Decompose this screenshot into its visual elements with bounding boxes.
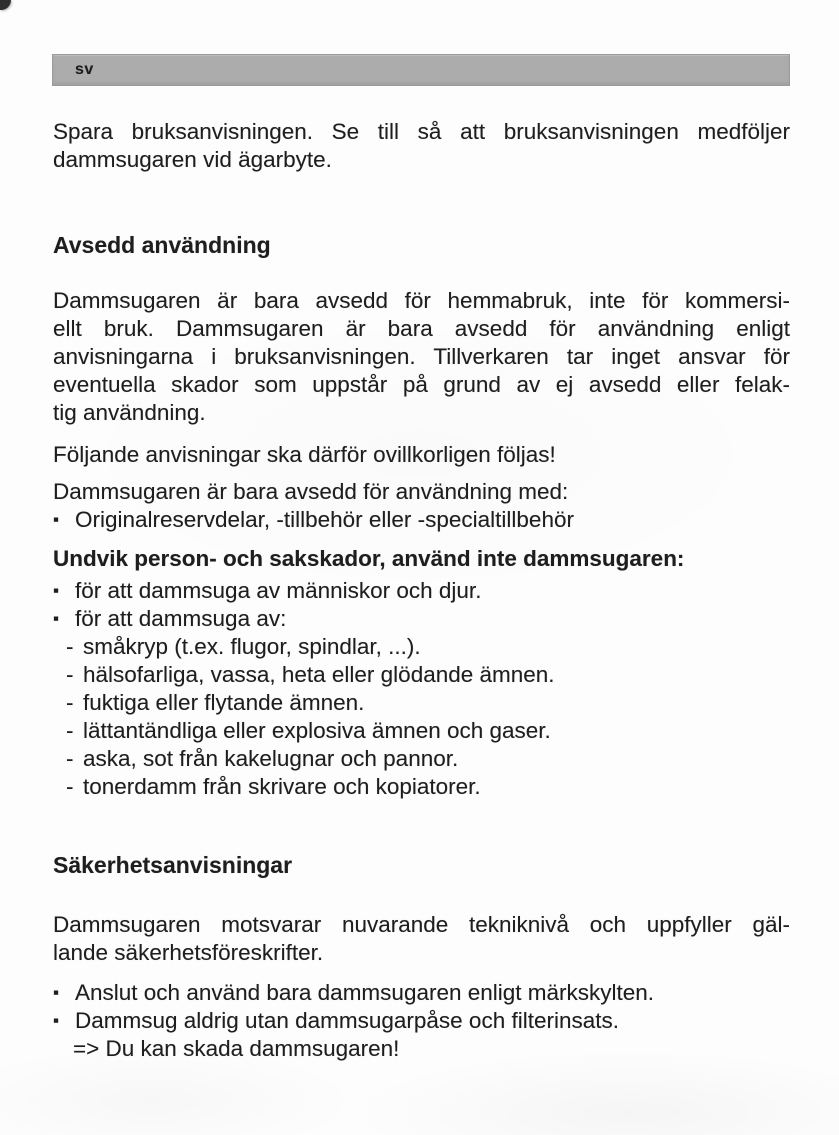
scan-corner-artifact [0, 0, 11, 10]
dash-item-text: hälsofarliga, vassa, heta eller glödande ämnen. [83, 662, 555, 687]
dash-item-text: lättantändliga eller explosiva ämnen och gaser. [83, 718, 551, 743]
bullet-square-icon: ▪ [53, 983, 60, 1002]
intro-line: Spara bruksanvisningen. Se till så att bruksanvisningen medföljer [53, 119, 790, 144]
bullet-item [53, 979, 790, 1007]
bullet-item [53, 577, 790, 605]
section-heading-safety: Säkerhetsanvisningar [53, 852, 293, 878]
paragraph-line: Dammsugaren motsvarar nuvarande tekniknivå och uppfyller gäl- [53, 912, 790, 937]
paragraph-line: tig användning. [53, 400, 206, 425]
intended-use-paragraph [53, 287, 790, 427]
avoid-list [53, 577, 790, 801]
dash-item [53, 689, 790, 717]
safety-paragraph [53, 911, 790, 967]
bullet-item [53, 506, 790, 534]
dash-marker: - [66, 746, 74, 771]
bullet-item-text: Originalreservdelar, -tillbehör eller -specialtillbehör [75, 507, 574, 532]
dash-marker: - [66, 690, 74, 715]
language-code-label: sv [75, 61, 94, 78]
dash-marker: - [66, 774, 74, 799]
language-header-bar [52, 54, 790, 86]
dash-item [53, 717, 790, 745]
paragraph-line: Dammsugaren är bara avsedd för hemmabruk, inte för kommersi- [53, 288, 790, 313]
consequence-line: => Du kan skada dammsugaren! [73, 1036, 400, 1061]
bullet-item-text: Dammsug aldrig utan dammsugarpåse och filterinsats. [75, 1008, 619, 1033]
safety-rules-list [53, 979, 790, 1063]
paragraph-line: ellt bruk. Dammsugaren är bara avsedd för användning enligt [53, 316, 790, 341]
bullet-square-icon: ▪ [53, 1011, 60, 1030]
warning-heading: Undvik person- och sakskador, använd inte dammsugaren: [53, 546, 685, 571]
dash-item [53, 773, 790, 801]
note-paragraph [53, 441, 790, 469]
bullet-item [53, 605, 790, 633]
dash-item [53, 661, 790, 689]
only-with-paragraph [53, 478, 790, 534]
bullet-square-icon: ▪ [53, 581, 60, 600]
intro-line: dammsugaren vid ägarbyte. [53, 147, 332, 172]
intro-paragraph [53, 118, 790, 174]
paragraph-line: lande säkerhetsföreskrifter. [53, 940, 324, 965]
dash-item [53, 745, 790, 773]
dash-marker: - [66, 634, 74, 659]
section-heading-intended-use: Avsedd användning [53, 232, 271, 258]
bullet-item-text: för att dammsuga av människor och djur. [75, 578, 482, 603]
note-line: Följande anvisningar ska därför ovillkorligen följas! [53, 442, 556, 467]
bullet-square-icon: ▪ [53, 510, 60, 529]
dash-item-text: tonerdamm från skrivare och kopiatorer. [83, 774, 481, 799]
paragraph-line: eventuella skador som uppstår på grund av ej avsedd eller felak- [53, 372, 790, 397]
dash-item-text: fuktiga eller flytande ämnen. [83, 690, 365, 715]
dash-item [53, 633, 790, 661]
bullet-square-icon: ▪ [53, 609, 60, 628]
bullet-item-text: Anslut och använd bara dammsugaren enligt märkskylten. [75, 980, 655, 1005]
dash-marker: - [66, 718, 74, 743]
dash-marker: - [66, 662, 74, 687]
dash-item-text: aska, sot från kakelugnar och pannor. [83, 746, 459, 771]
dash-item-text: småkryp (t.ex. flugor, spindlar, ...). [83, 634, 421, 659]
bullet-item-text: för att dammsuga av: [75, 606, 287, 631]
paragraph-line: anvisningarna i bruksanvisningen. Tillverkaren tar inget ansvar för [53, 344, 790, 369]
only-with-intro-line: Dammsugaren är bara avsedd för användning med: [53, 479, 569, 504]
bullet-item [53, 1007, 790, 1035]
